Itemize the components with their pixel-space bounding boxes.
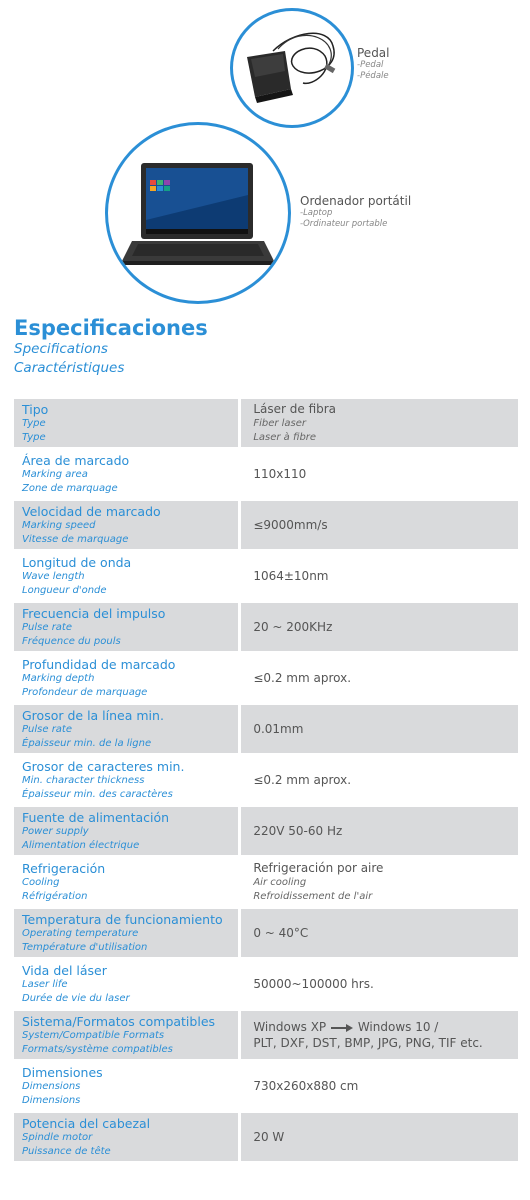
value-main: ≤9000mm/s [253,518,328,532]
laptop-title: Ordenador portátil [300,194,412,208]
spec-label [14,399,238,447]
spec-value [238,450,518,498]
spec-row-marking-speed [14,501,518,549]
value-main: 0 ~ 40°C [253,926,309,940]
label-fr: Durée de vie du laser [22,992,130,1004]
label-es: Grosor de caracteres min. [22,758,185,774]
spec-value [238,552,518,600]
label-es: Vida del láser [22,962,107,978]
label-es: Grosor de la línea min. [22,707,164,723]
label-es: Área de marcado [22,452,130,468]
value-main: Láser de fibra [253,402,337,416]
value-main: 110x110 [253,467,307,481]
spec-value [238,1062,518,1110]
spec-label [14,756,238,804]
spec-value [238,1113,518,1161]
spec-row-spindle-motor [14,1113,518,1161]
spec-value [238,654,518,702]
spec-label [14,552,238,600]
spec-row-pulse-frequency [14,603,518,651]
label-en: Laser life [22,978,68,990]
value-en: Air cooling [253,877,307,888]
label-en: Operating temperature [22,927,139,939]
laptop-image [105,122,291,304]
label-es: Frecuencia del impulso [22,605,166,621]
spec-value [238,756,518,804]
label-es: Fuente de alimentación [22,809,170,825]
spec-value [238,960,518,1008]
pedal-sub-fr: -Pédale [357,71,389,81]
label-es: Longitud de onda [22,554,132,570]
label-en: Spindle motor [22,1131,93,1143]
value-main: 1064±10nm [253,569,329,583]
label-en: Marking depth [22,672,95,684]
label-fr: Type [22,431,46,443]
spec-label [14,603,238,651]
pedal-title: Pedal [357,46,390,60]
specs-heading [14,316,208,378]
arrow-right-icon [330,1023,354,1033]
laptop-sub-en: -Laptop [300,208,333,218]
value-formats: PLT, DXF, DST, BMP, JPG, PNG, TIF etc. [253,1036,483,1050]
spec-label [14,654,238,702]
spec-row-cooling [14,858,518,906]
spec-row-marking-depth [14,654,518,702]
label-en: System/Compatible Formats [22,1029,165,1041]
label-fr: Profondeur de marquage [22,686,148,698]
label-en: Wave length [22,570,85,582]
spec-value [238,807,518,855]
spec-row-operating-temperature [14,909,518,957]
label-en: Min. character thickness [22,774,145,786]
specs-title-en: Specifications [14,341,108,357]
spec-value [238,603,518,651]
label-es: Profundidad de marcado [22,656,176,672]
label-fr: Vitesse de marquage [22,533,129,545]
label-es: Potencia del cabezal [22,1115,151,1131]
spec-label [14,909,238,957]
value-main: 20 W [253,1130,285,1144]
value-main: Refrigeración por aire [253,861,384,875]
label-en: Marking speed [22,519,96,531]
spec-row-type [14,399,518,447]
spec-row-compatible-formats [14,1011,518,1059]
value-main: 20 ~ 200KHz [253,620,333,634]
spec-value [238,399,518,447]
label-es: Temperatura de funcionamiento [22,911,223,927]
value-main: 730x260x880 cm [253,1079,359,1093]
label-fr: Épaisseur min. de la ligne [22,737,152,749]
value-fr: Refroidissement de l'air [253,891,373,902]
spec-value [238,705,518,753]
label-es: Velocidad de marcado [22,503,161,519]
laptop-sub-fr: -Ordinateur portable [300,219,388,229]
label-es: Refrigeración [22,860,106,876]
label-fr: Réfrigération [22,890,88,902]
value-en: Fiber laser [253,418,307,429]
spec-label [14,1113,238,1161]
specs-title-fr: Caractéristiques [14,360,125,376]
pedal-image [230,8,354,128]
spec-row-marking-area [14,450,518,498]
label-en: Power supply [22,825,89,837]
value-line1 [253,1019,518,1035]
spec-label [14,501,238,549]
spec-row-dimensions [14,1062,518,1110]
label-fr: Zone de marquage [22,482,118,494]
label-fr: Fréquence du pouls [22,635,121,647]
label-en: Marking area [22,468,88,480]
spec-row-laser-life [14,960,518,1008]
label-fr: Température d'utilisation [22,941,148,953]
spec-label [14,960,238,1008]
label-en: Dimensions [22,1080,81,1092]
spec-label [14,450,238,498]
spec-row-min-line [14,705,518,753]
value-fr: Laser à fibre [253,432,317,443]
laptop-caption [300,194,411,230]
pedal-caption [357,46,390,82]
label-en: Cooling [22,876,60,888]
specs-table [14,396,518,1164]
spec-row-wave-length [14,552,518,600]
value-main: ≤0.2 mm aprox. [253,671,352,685]
label-es: Dimensiones [22,1064,103,1080]
label-fr: Dimensions [22,1094,81,1106]
spec-label [14,1011,238,1059]
label-fr: Formats/système compatibles [22,1043,173,1055]
label-fr: Longueur d'onde [22,584,107,596]
spec-label [14,807,238,855]
value-main: 220V 50-60 Hz [253,824,343,838]
spec-value [238,501,518,549]
spec-row-min-character [14,756,518,804]
specs-title-es: Especificaciones [14,316,208,340]
value-main: ≤0.2 mm aprox. [253,773,352,787]
label-fr: Épaisseur min. des caractères [22,788,173,800]
value-main: 0.01mm [253,722,304,736]
label-fr: Puissance de tête [22,1145,111,1157]
spec-value [238,858,518,906]
value-main: 50000~100000 hrs. [253,977,374,991]
value-os-from: Windows XP [253,1020,327,1034]
spec-label [14,1062,238,1110]
label-fr: Alimentation électrique [22,839,140,851]
spec-row-power-supply [14,807,518,855]
spec-value [238,1011,518,1059]
spec-label [14,705,238,753]
label-en: Pulse rate [22,621,72,633]
label-es: Tipo [22,401,49,417]
spec-value [238,909,518,957]
spec-label [14,858,238,906]
label-en: Pulse rate [22,723,72,735]
label-en: Type [22,417,46,429]
label-es: Sistema/Formatos compatibles [22,1013,216,1029]
pedal-sub-en: -Pedal [357,60,384,70]
value-os-to: Windows 10 / [357,1020,439,1034]
